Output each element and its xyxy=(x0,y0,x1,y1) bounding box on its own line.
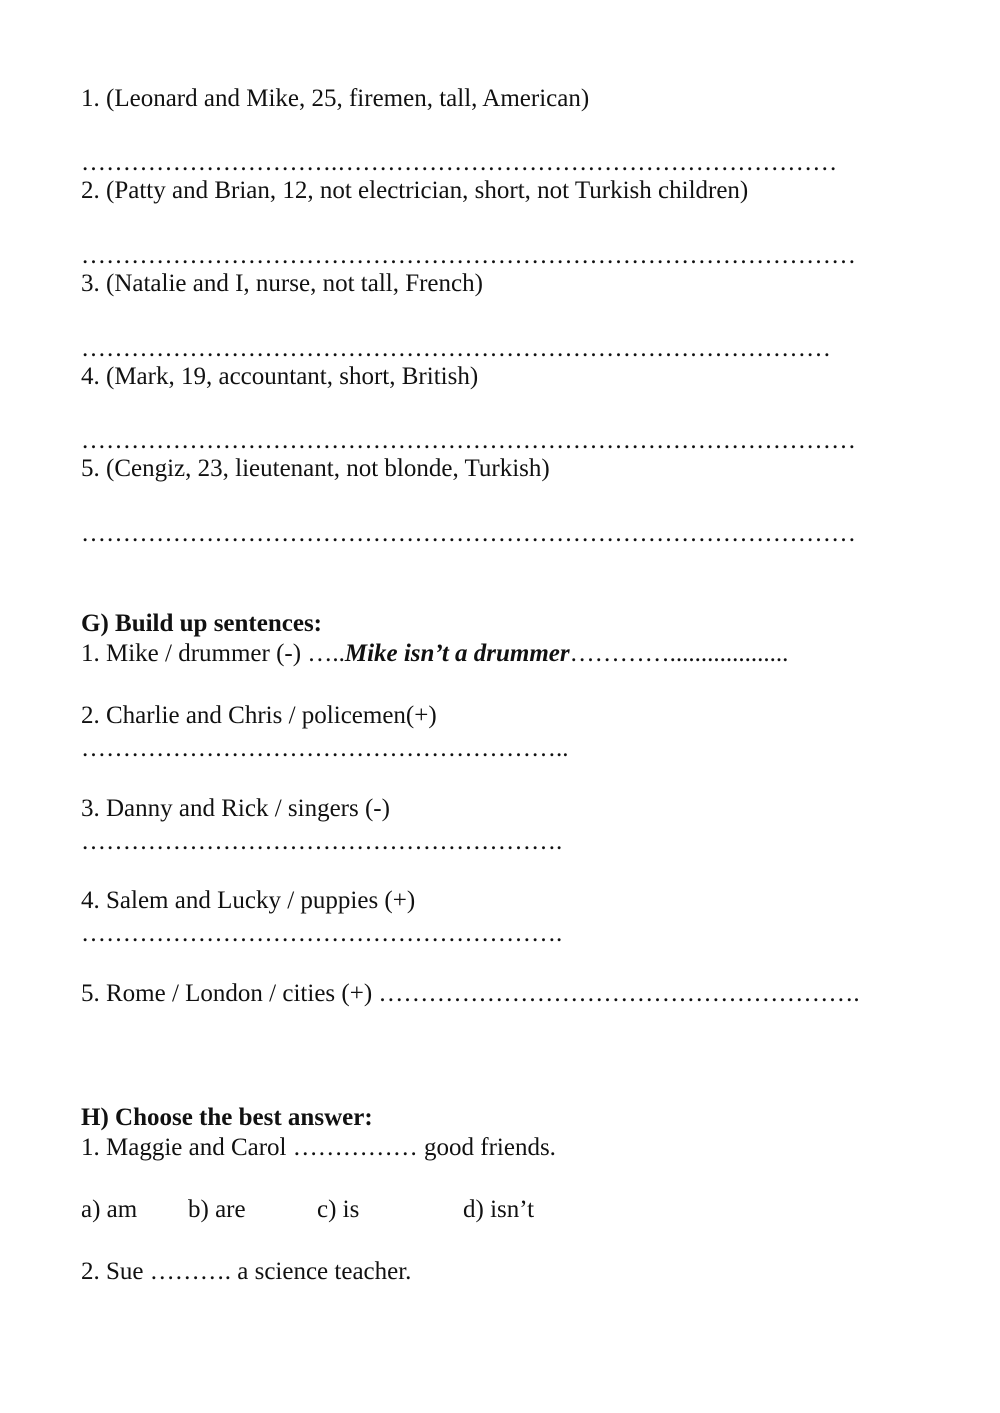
g-item-4-answer-line[interactable]: …………………………………………………. xyxy=(81,920,563,947)
g-item-3-answer-line[interactable]: …………………………………………………. xyxy=(81,828,563,855)
item-1-prompt: 1. (Leonard and Mike, 25, firemen, tall, American) xyxy=(81,85,590,112)
item-2-prompt: 2. (Patty and Brian, 12, not electrician, short, not Turkish children) xyxy=(81,177,749,204)
h-q1-option-b[interactable]: b) are xyxy=(188,1196,246,1223)
example-answer: Mike isn’t a drummer xyxy=(344,640,570,667)
section-h-heading: H) Choose the best answer: xyxy=(81,1104,373,1131)
h-q1-option-d[interactable]: d) isn’t xyxy=(463,1196,535,1223)
g-item-2-prompt: 2. Charlie and Chris / policemen(+) xyxy=(81,702,437,729)
example-trail: …………................... xyxy=(569,640,789,667)
item-3-answer-line[interactable]: ……………………………………………………………………………… xyxy=(81,335,831,362)
item-4-answer-line[interactable]: ………………………………………………………………………………… xyxy=(81,427,856,454)
g-item-5-prompt[interactable]: 5. Rome / London / cities (+) …………………………………………………. xyxy=(81,980,860,1007)
item-3-prompt: 3. (Natalie and I, nurse, not tall, French) xyxy=(81,270,483,297)
g-item-3-prompt: 3. Danny and Rick / singers (-) xyxy=(81,795,390,822)
section-g-example xyxy=(81,641,788,666)
h-q1-option-a[interactable]: a) am xyxy=(81,1196,138,1223)
example-prompt: 1. Mike / drummer (-) ….. xyxy=(81,640,345,667)
item-5-answer-line[interactable]: ………………………………………………………………………………… xyxy=(81,520,856,547)
section-g-heading: G) Build up sentences: xyxy=(81,610,323,637)
h-question-2: 2. Sue ………. a science teacher. xyxy=(81,1258,412,1285)
h-question-1: 1. Maggie and Carol …………… good friends. xyxy=(81,1134,556,1161)
item-2-answer-line[interactable]: ………………………………………………………………………………… xyxy=(81,242,856,269)
item-5-prompt: 5. (Cengiz, 23, lieutenant, not blonde, Turkish) xyxy=(81,455,550,482)
item-1-answer-line[interactable]: ………………………….…………………………………………………… xyxy=(81,149,838,176)
g-item-4-prompt: 4. Salem and Lucky / puppies (+) xyxy=(81,887,416,914)
item-4-prompt: 4. (Mark, 19, accountant, short, British) xyxy=(81,363,479,390)
h-q1-option-c[interactable]: c) is xyxy=(317,1196,360,1223)
g-item-2-answer-line[interactable]: ………………………………………………….. xyxy=(81,735,569,762)
